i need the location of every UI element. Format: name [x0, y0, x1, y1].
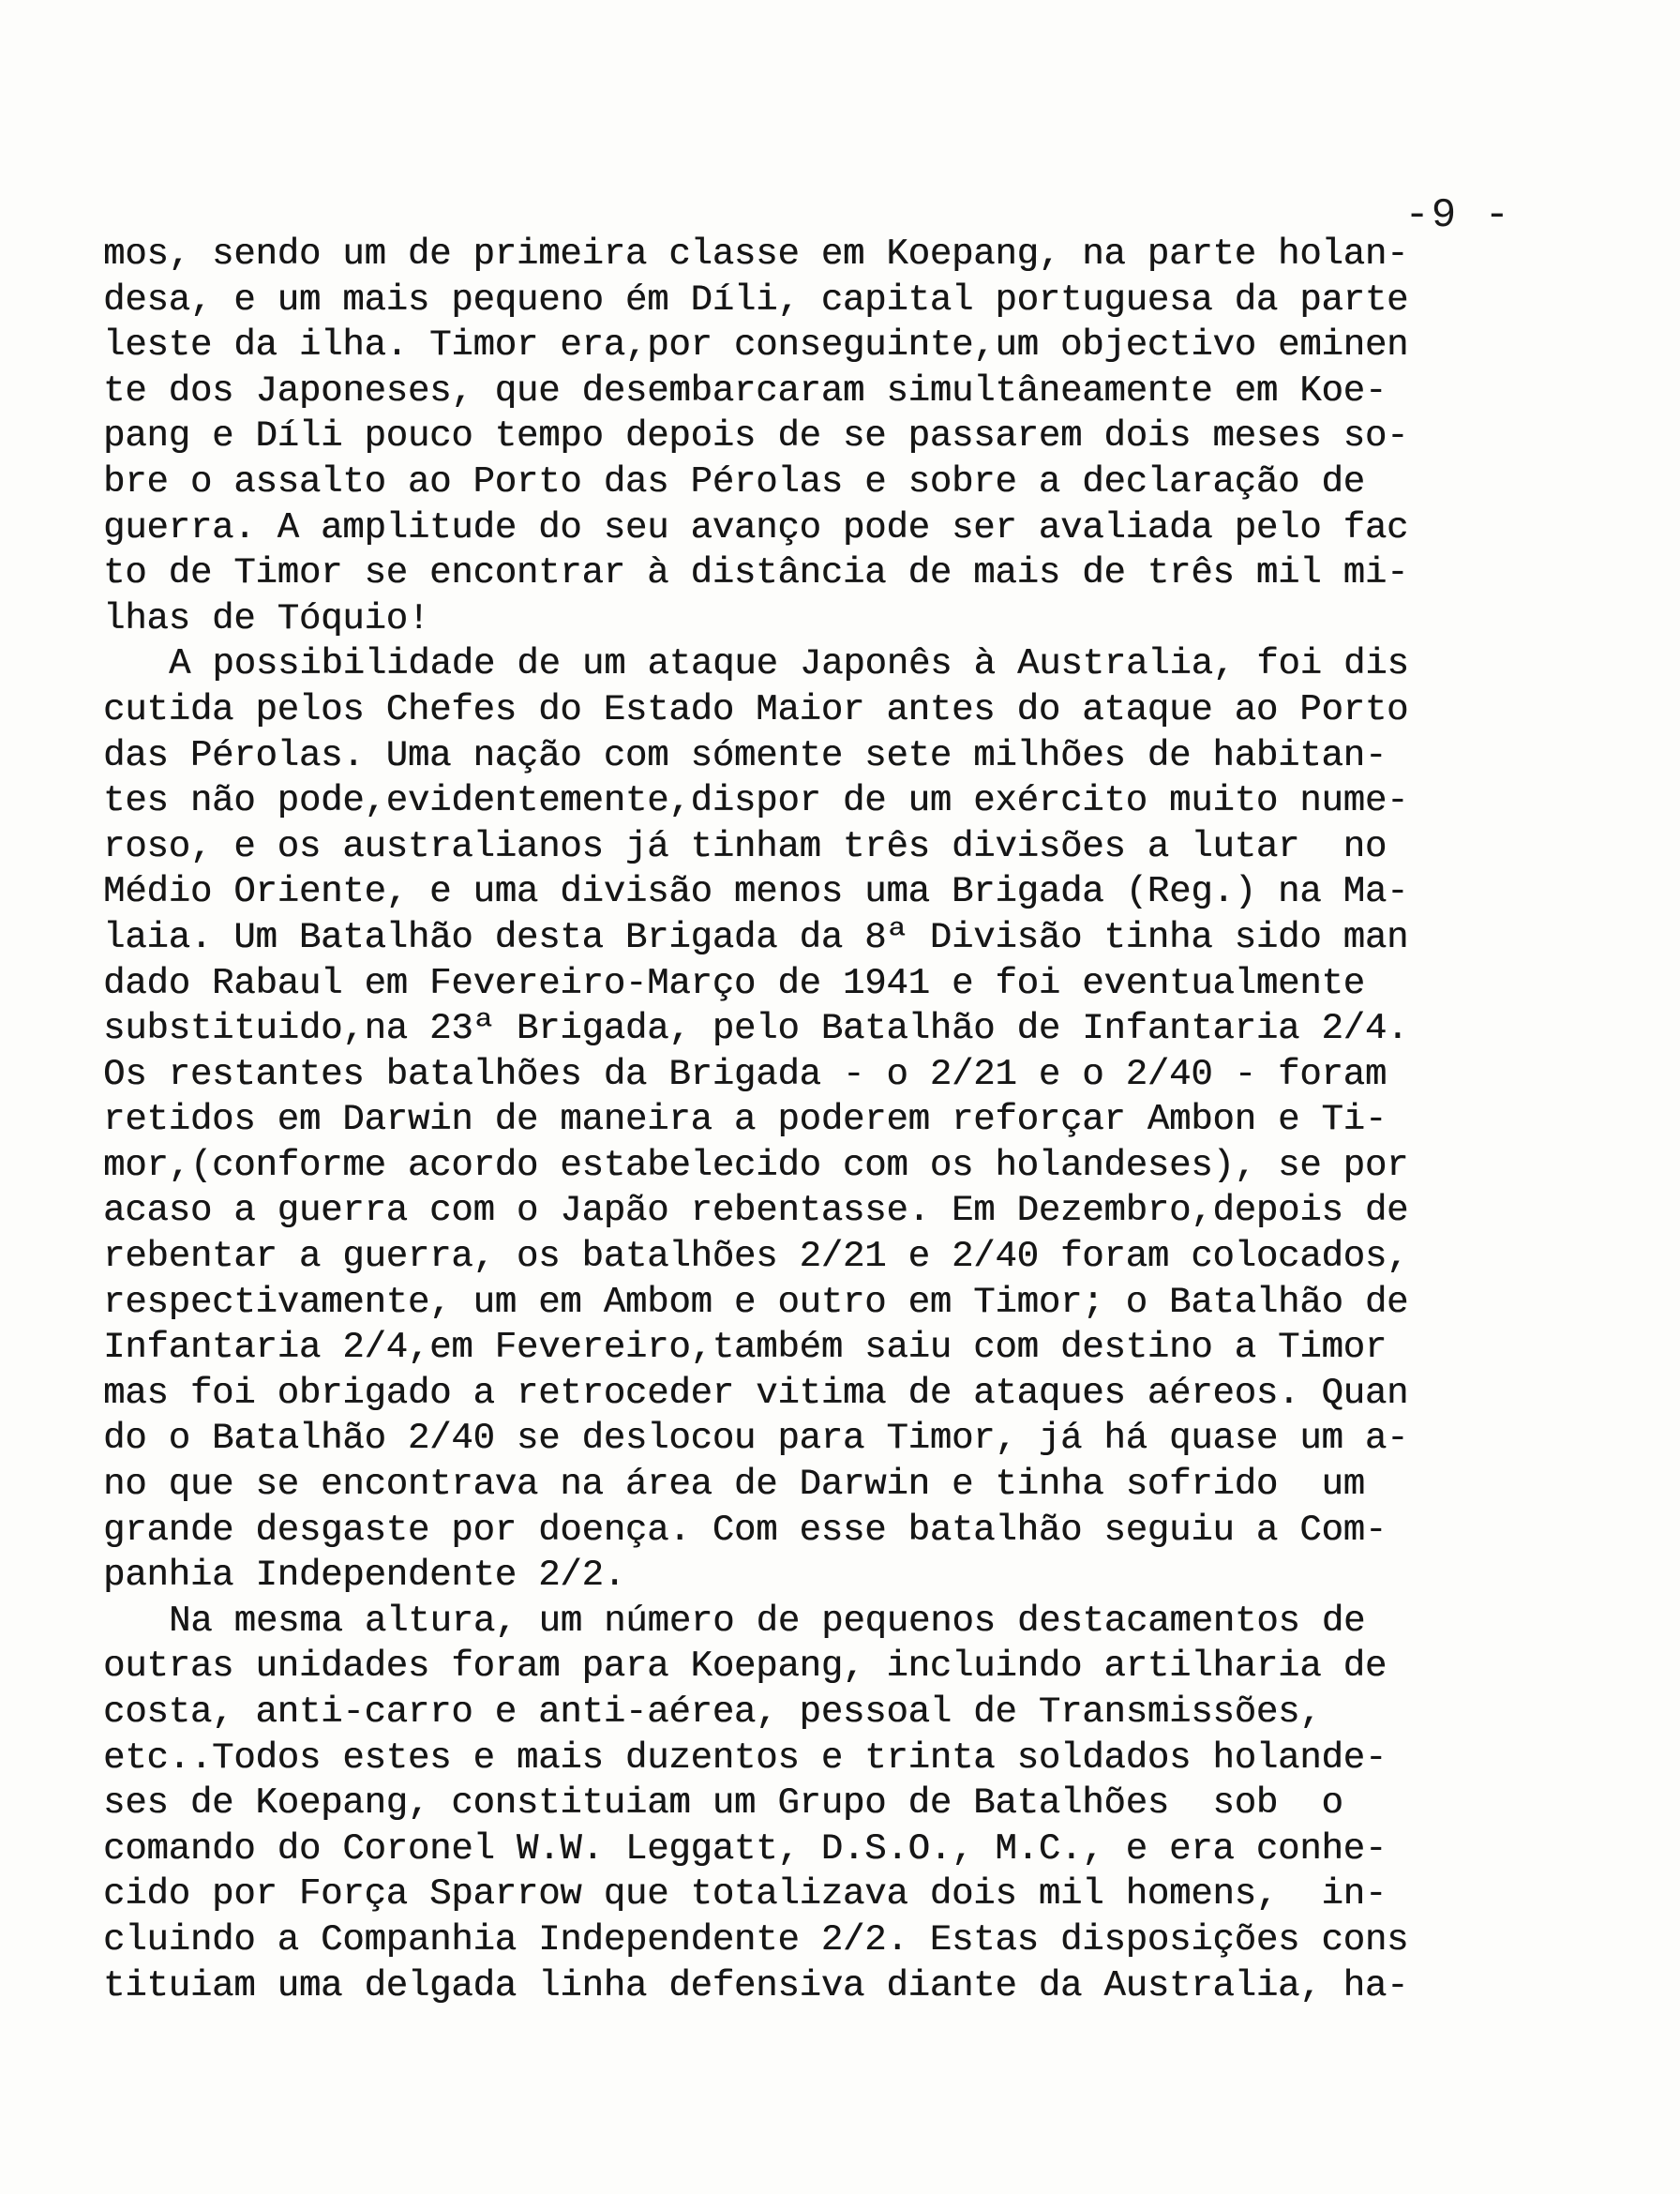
- text-line: substituido,na 23ª Brigada, pelo Batalhão de Infantaria 2/4.: [103, 1008, 1409, 1050]
- text-line: Infantaria 2/4,em Fevereiro,também saiu com destino a Timor: [103, 1327, 1388, 1369]
- text-line: comando do Coronel W.W. Leggatt, D.S.O., M.C., e era conhe-: [103, 1827, 1388, 1870]
- text-line: Os restantes batalhões da Brigada - o 2/21 e o 2/40 - foram: [103, 1053, 1388, 1095]
- text-line: etc..Todos estes e mais duzentos e trinta soldados holande-: [103, 1736, 1388, 1779]
- text-line: retidos em Darwin de maneira a poderem reforçar Ambon e Ti-: [103, 1099, 1388, 1141]
- text-line: acaso a guerra com o Japão rebentasse. Em Dezembro,depois de: [103, 1190, 1409, 1232]
- text-line: no que se encontrava na área de Darwin e tinha sofrido um: [103, 1464, 1365, 1506]
- text-line: dado Rabaul em Fevereiro-Março de 1941 e foi eventualmente: [103, 962, 1365, 1004]
- text-line: pang e Díli pouco tempo depois de se passarem dois meses so-: [103, 415, 1409, 458]
- text-line: grande desgaste por doença. Com esse batalhão seguiu a Com-: [103, 1509, 1388, 1551]
- text-line: lhas de Tóquio!: [103, 597, 430, 639]
- text-line: guerra. A amplitude do seu avanço pode ser avaliada pelo fac: [103, 506, 1409, 548]
- text-line: outras unidades foram para Koepang, incluindo artilharia de: [103, 1646, 1388, 1688]
- text-line: Médio Oriente, e uma divisão menos uma Brigada (Reg.) na Ma-: [103, 871, 1409, 913]
- text-line: roso, e os australianos já tinham três divisões a lutar no: [103, 825, 1388, 867]
- text-line: rebentar a guerra, os batalhões 2/21 e 2/40 foram colocados,: [103, 1236, 1409, 1278]
- text-line: te dos Japoneses, que desembarcaram simultâneamente em Koe-: [103, 369, 1388, 412]
- page-number: -9 -: [1404, 192, 1511, 239]
- text-line: tituiam uma delgada linha defensiva diante da Australia, ha-: [103, 1964, 1409, 2006]
- text-line: to de Timor se encontrar à distância de mais de três mil mi-: [103, 552, 1409, 594]
- text-line: panhia Independente 2/2.: [103, 1555, 625, 1597]
- text-line: mas foi obrigado a retroceder vitima de ataques aéreos. Quan: [103, 1372, 1409, 1414]
- text-line: costa, anti-carro e anti-aérea, pessoal de Transmissões,: [103, 1691, 1322, 1733]
- text-line: desa, e um mais pequeno ém Díli, capital portuguesa da parte: [103, 278, 1409, 321]
- text-line: cutida pelos Chefes do Estado Maior antes do ataque ao Porto: [103, 688, 1409, 730]
- text-line: mos, sendo um de primeira classe em Koepang, na parte holan-: [103, 233, 1409, 275]
- text-line: laia. Um Batalhão desta Brigada da 8ª Divisão tinha sido man: [103, 916, 1409, 958]
- text-line: das Pérolas. Uma nação com sómente sete milhões de habitan-: [103, 734, 1388, 776]
- text-line: ses de Koepang, constituiam um Grupo de Batalhões sob o: [103, 1782, 1343, 1825]
- text-line: cido por Força Sparrow que totalizava dois mil homens, in-: [103, 1873, 1388, 1916]
- text-line: respectivamente, um em Ambom e outro em Timor; o Batalhão de: [103, 1281, 1409, 1323]
- text-line: leste da ilha. Timor era,por conseguinte,um objectivo eminen: [103, 324, 1409, 367]
- body-text: [103, 232, 1528, 2008]
- text-line: cluindo a Companhia Independente 2/2. Estas disposições cons: [103, 1918, 1409, 1961]
- text-line: tes não pode,evidentemente,dispor de um exército muito nume-: [103, 780, 1409, 822]
- text-line: do o Batalhão 2/40 se deslocou para Timor, já há quase um a-: [103, 1418, 1409, 1460]
- text-line: Na mesma altura, um número de pequenos destacamentos de: [169, 1600, 1366, 1642]
- text-line: A possibilidade de um ataque Japonês à Australia, foi dis: [169, 643, 1409, 685]
- text-line: bre o assalto ao Porto das Pérolas e sobre a declaração de: [103, 460, 1365, 503]
- text-line: mor,(conforme acordo estabelecido com os holandeses), se por: [103, 1144, 1409, 1186]
